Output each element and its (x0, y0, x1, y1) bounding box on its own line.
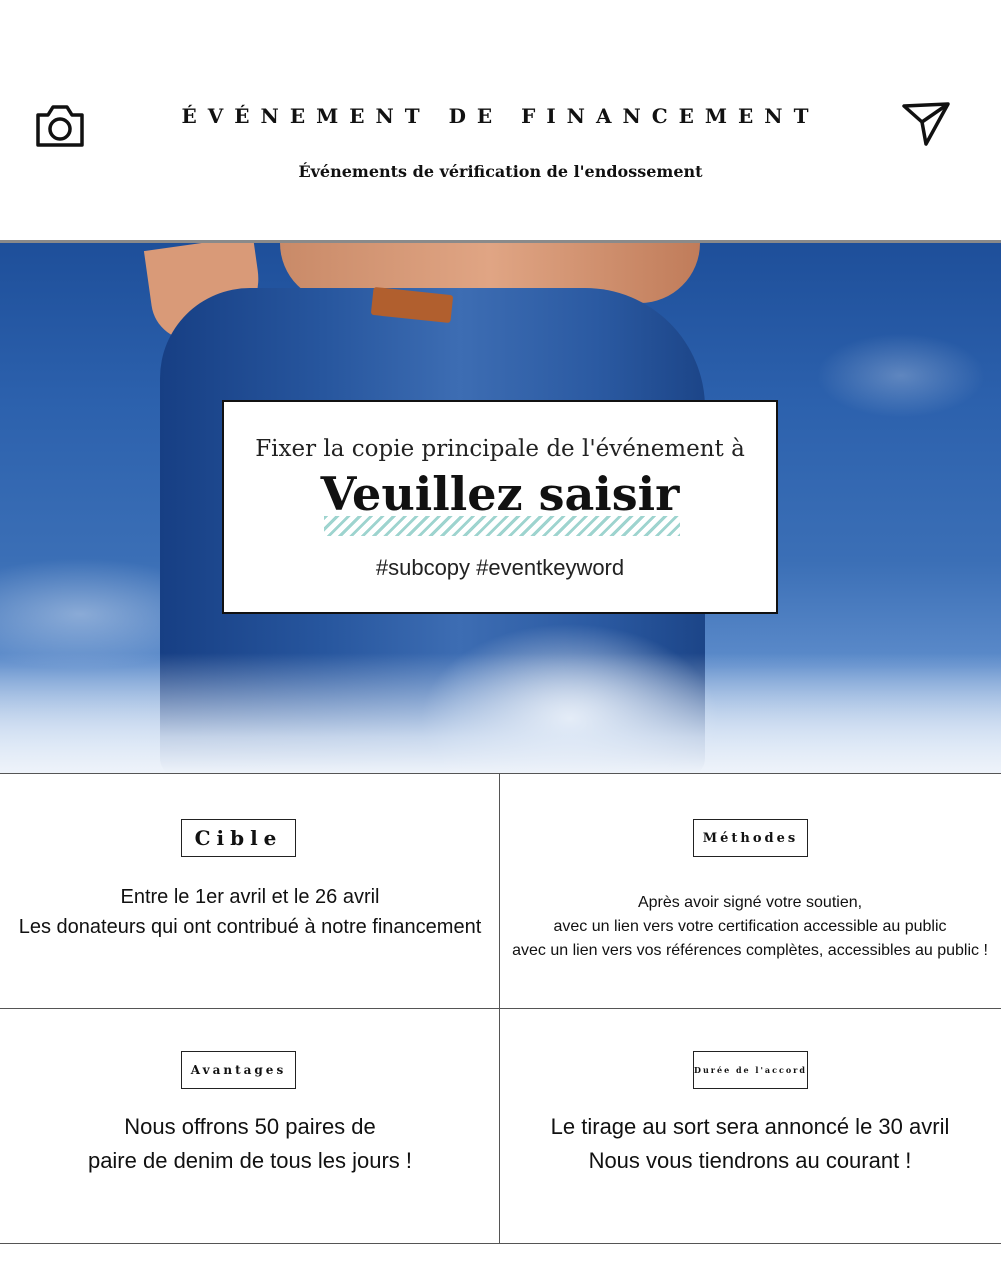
section-duration-line: Nous vous tiendrons au courant ! (588, 1148, 912, 1173)
section-methods-line: avec un lien vers votre certification accessible au public (553, 918, 947, 935)
hero-image (0, 240, 1001, 773)
page-title: ÉVÉNEMENT DE FINANCEMENT (181, 104, 820, 128)
section-benefits-label: Avantages (181, 1051, 296, 1089)
hero-water (0, 653, 1001, 773)
section-methods-line: Après avoir signé votre soutien, (637, 894, 863, 911)
section-benefits-line: Nous offrons 50 paires de (124, 1114, 376, 1139)
section-benefits (0, 1008, 500, 1243)
section-methods (500, 773, 1000, 1008)
section-target (0, 773, 500, 1008)
info-grid (0, 773, 1001, 1244)
page-subtitle: Événements de vérification de l'endossement (298, 162, 703, 181)
section-duration-line: Le tirage au sort sera annoncé le 30 avril (550, 1114, 950, 1139)
hero-card (222, 400, 778, 614)
hero-line1: Fixer la copie principale de l'événement à (255, 436, 745, 462)
hero-headline: Veuillez saisir (320, 467, 680, 521)
section-duration-label: Durée de l'accord (693, 1051, 808, 1089)
section-duration (500, 1008, 1000, 1243)
section-target-line: Les donateurs qui ont contribué à notre financement (18, 916, 482, 938)
section-methods-text (500, 891, 1000, 963)
section-target-label: Cible (181, 819, 296, 857)
section-benefits-line: paire de denim de tous les jours ! (87, 1148, 413, 1173)
hero-headline-wrap (224, 464, 776, 534)
grid-divider-bottom (0, 1243, 1001, 1244)
section-methods-label: Méthodes (693, 819, 808, 857)
section-duration-text (500, 1110, 1000, 1178)
header (0, 0, 1001, 240)
section-methods-line: avec un lien vers vos références complètes, accessibles au public ! (512, 942, 988, 959)
section-target-text (0, 882, 500, 942)
send-icon[interactable] (900, 100, 952, 148)
hero-hashtags: #subcopy #eventkeyword (375, 555, 625, 580)
section-benefits-text (0, 1110, 500, 1178)
section-target-line: Entre le 1er avril et le 26 avril (120, 886, 380, 908)
